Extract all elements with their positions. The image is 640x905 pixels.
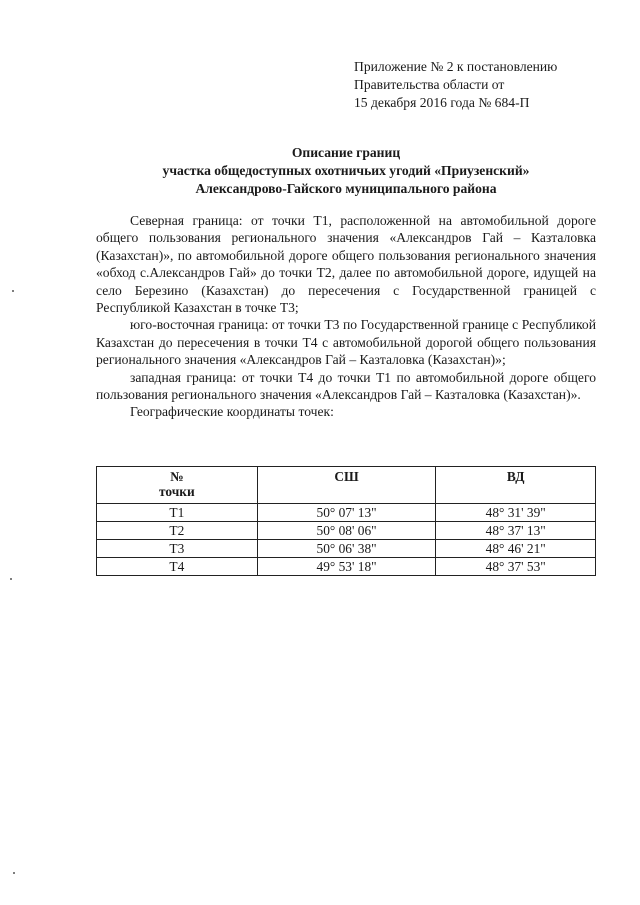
- header-point-number: [97, 467, 258, 504]
- coordinates-table: [96, 466, 596, 576]
- title-line: Описание границ: [291, 145, 401, 160]
- table-row: [97, 504, 596, 522]
- title-line: участка общедоступных охотничьих угодий «Приузенский»: [162, 163, 530, 178]
- header-num-label: точки: [159, 484, 195, 499]
- longitude-cell: 48° 31' 39": [436, 504, 596, 522]
- longitude-cell: 48° 46' 21": [436, 540, 596, 558]
- appendix-line: 15 декабря 2016 года № 684-П: [354, 95, 530, 110]
- longitude-cell: 48° 37' 53": [436, 558, 596, 576]
- document-title: [96, 144, 596, 198]
- header-latitude: СШ: [257, 467, 436, 504]
- scan-speck: [10, 578, 12, 580]
- point-cell: Т1: [97, 504, 258, 522]
- table-row: [97, 540, 596, 558]
- table-row: [97, 522, 596, 540]
- document-body: [96, 212, 596, 421]
- scan-speck: [13, 872, 15, 874]
- coordinates-heading: Географические координаты точек:: [130, 404, 334, 420]
- longitude-cell: 48° 37' 13": [436, 522, 596, 540]
- latitude-cell: 50° 06' 38": [257, 540, 436, 558]
- latitude-cell: 50° 07' 13": [257, 504, 436, 522]
- latitude-cell: 49° 53' 18": [257, 558, 436, 576]
- title-line: Александрово-Гайского муниципального района: [195, 181, 497, 196]
- header-longitude: ВД: [436, 467, 596, 504]
- table-header-row: [97, 467, 596, 504]
- point-cell: Т4: [97, 558, 258, 576]
- table-row: [97, 558, 596, 576]
- west-border-paragraph: западная граница: от точки Т4 до точки Т1 по автомобильной дороге общего пользования регионального значения «Александров Гай – Казталовка (Казахстан)».: [96, 369, 596, 403]
- appendix-line: Правительства области от: [354, 77, 505, 92]
- appendix-note: [354, 58, 557, 112]
- southeast-border-paragraph: юго-восточная граница: от точки Т3 по Государственной границе с Республикой Казахстан до пересечения в точки Т4 с автомобильной дорогой общего пользования регионального значения «Александров Гай – Казталовка (Казахстан)»;: [96, 317, 596, 368]
- point-cell: Т2: [97, 522, 258, 540]
- appendix-line: Приложение № 2 к постановлению: [354, 59, 558, 74]
- scan-speck: [12, 290, 14, 292]
- point-cell: Т3: [97, 540, 258, 558]
- latitude-cell: 50° 08' 06": [257, 522, 436, 540]
- north-border-paragraph: Северная граница: от точки Т1, расположенной на автомобильной дороге общего пользования регионального значения «Александров Гай – Казталовка (Казахстан)», по автомобильной дороге общего пользования регионального значения «обход с.Александров Гай» до точки Т2, далее по автомобильной дороге, идущей на село Березино (Казахстан) до пересечения с Государственной границей с Республикой Казахстан в точке Т3;: [96, 213, 596, 316]
- header-num-symbol: №: [170, 469, 184, 484]
